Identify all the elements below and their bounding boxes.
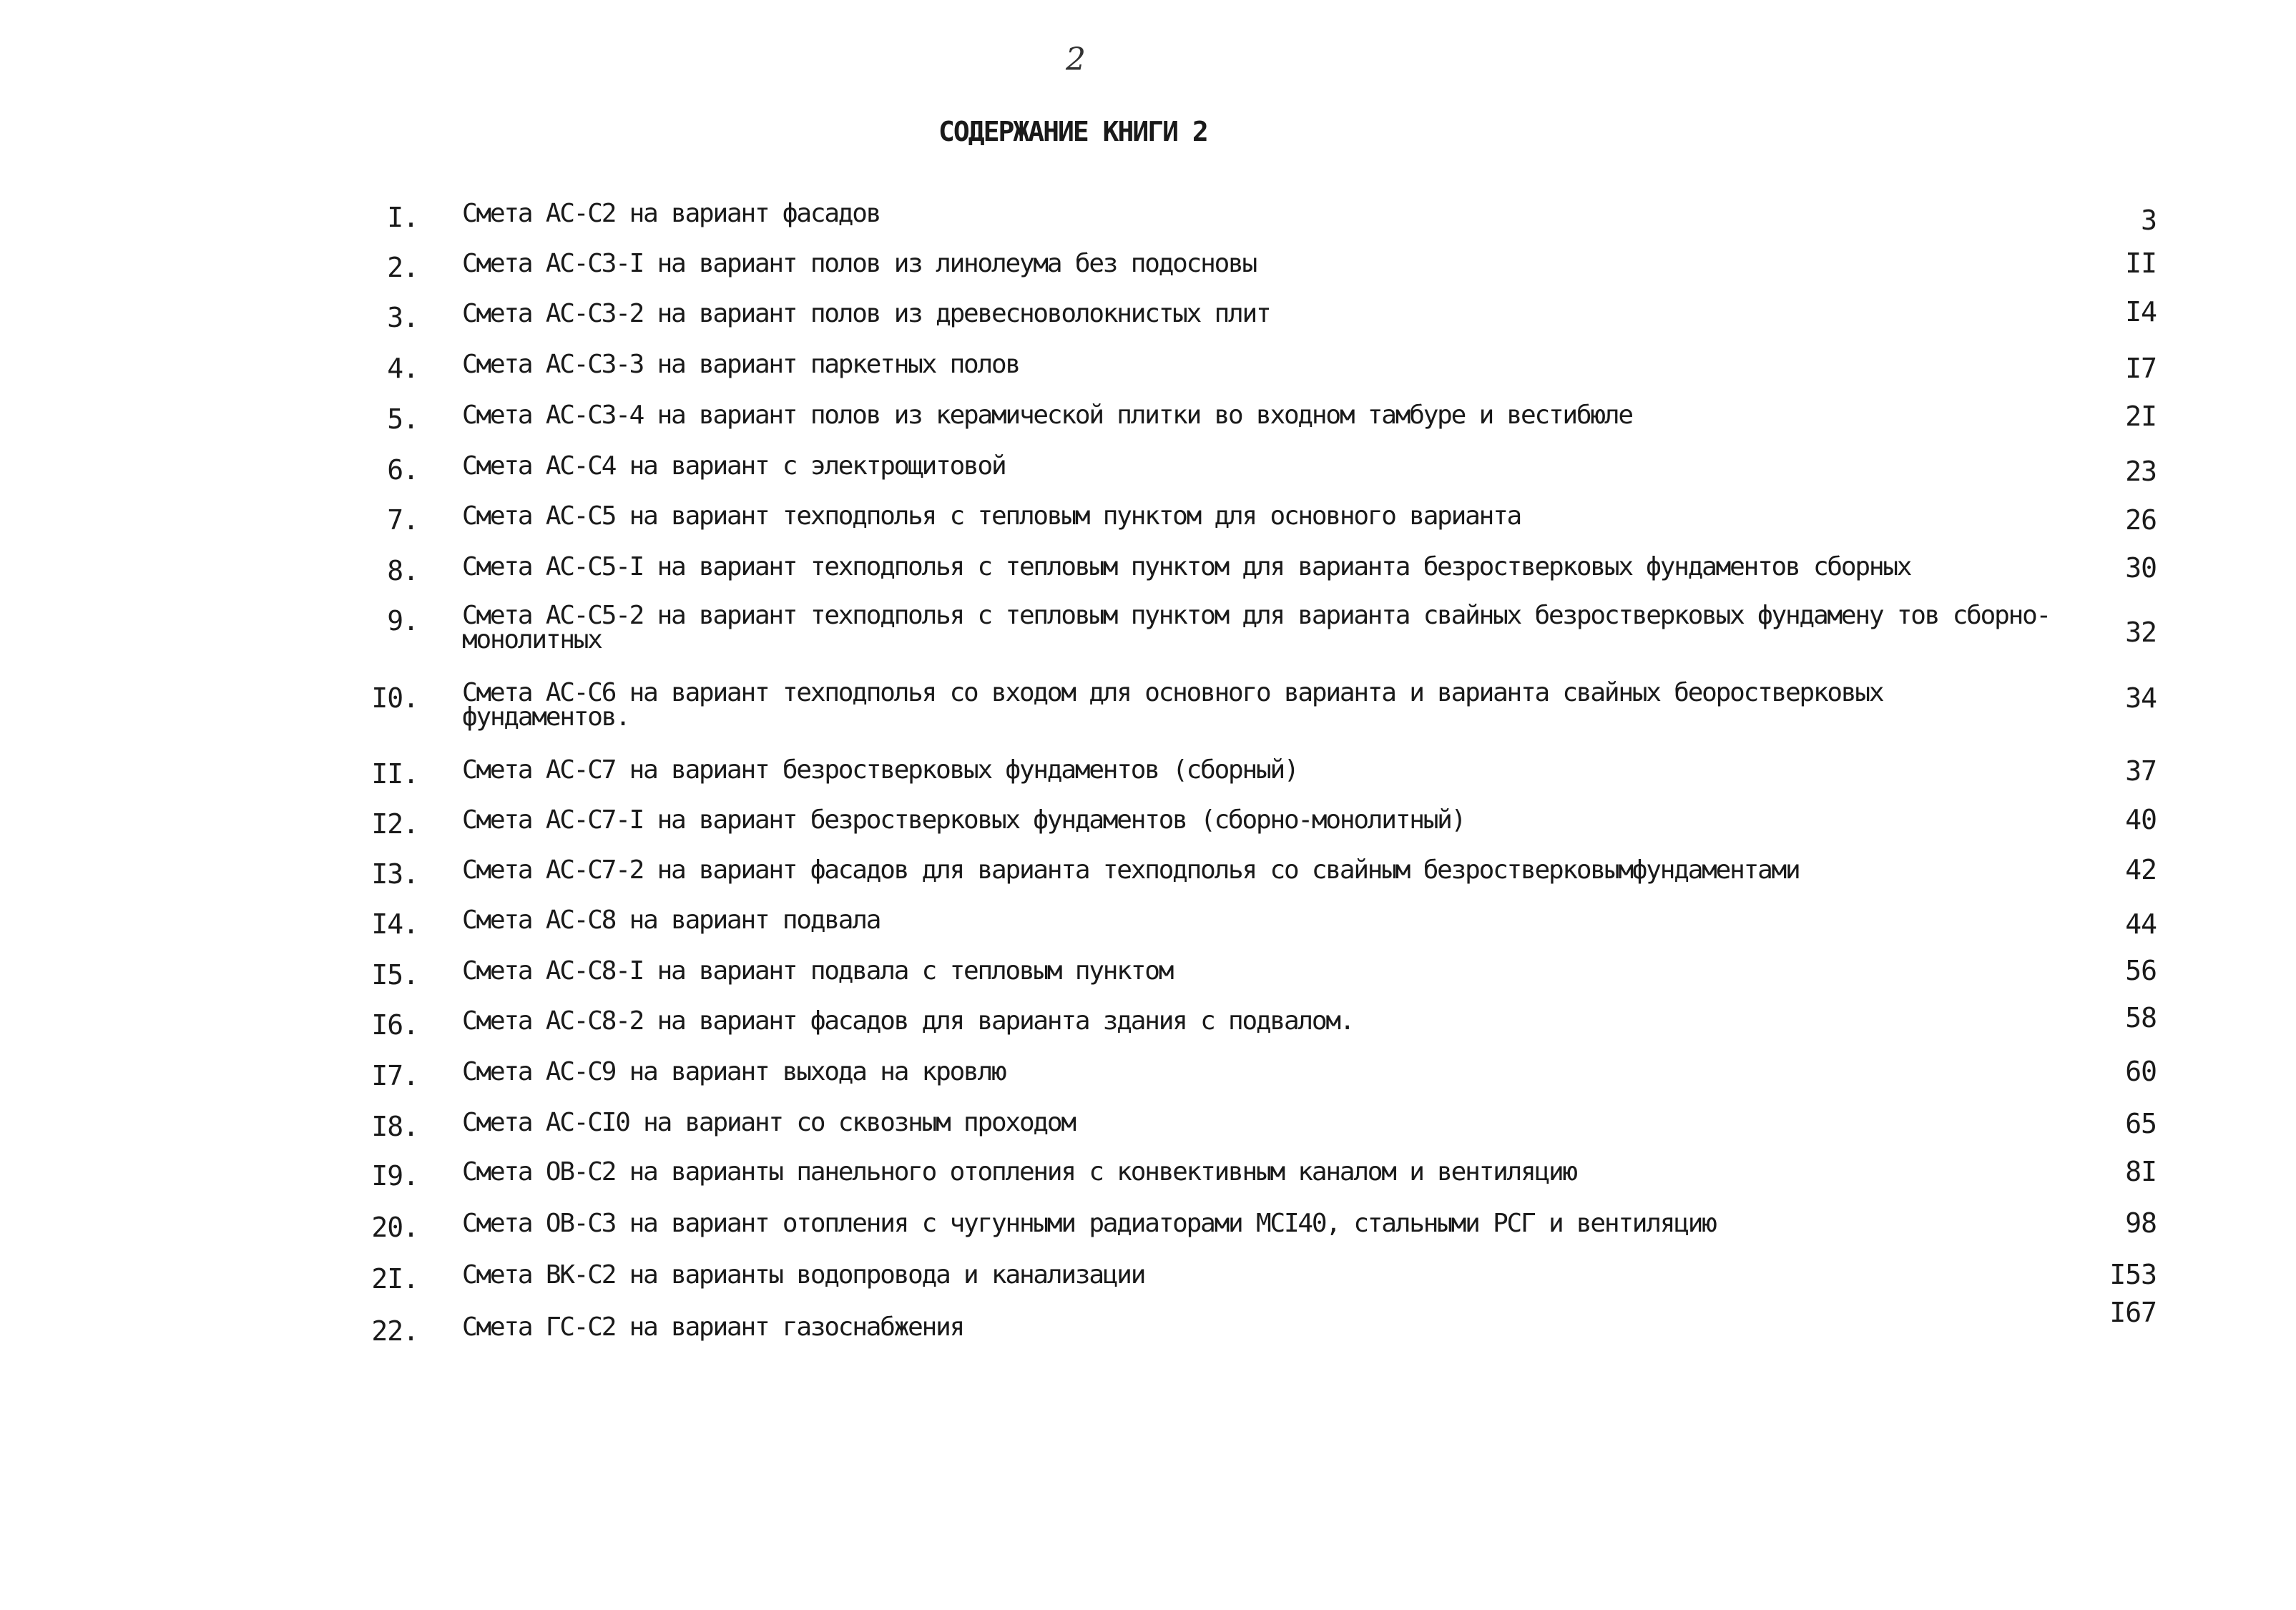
toc-item-page: 56	[2125, 955, 2157, 986]
toc-item-text: Смета АС-С5-I на вариант техподполья с тепловым пунктом для варианта безростверковых фундаментов сборных	[462, 552, 1911, 581]
toc-item-number: I5.	[371, 959, 418, 991]
toc-item-page: I53	[2109, 1259, 2157, 1290]
page-number: 2	[1066, 41, 1086, 78]
toc-item-number: 4.	[387, 353, 418, 384]
toc-item-text: Смета АС-С3-2 на вариант полов из древесноволокнистых плит	[462, 299, 1270, 328]
toc-item-number: I3.	[371, 858, 418, 890]
toc-item-page: 58	[2125, 1002, 2157, 1034]
toc-item-text: Смета АС-С8-I на вариант подвала с тепловым пунктом	[462, 956, 1173, 986]
toc-item-text: Смета АС-С4 на вариант с электрощитовой	[462, 451, 1006, 481]
toc-item-number: 2.	[387, 252, 418, 283]
toc-item-number: I9.	[371, 1160, 418, 1192]
toc-item-text: Смета ОВ-С3 на вариант отопления с чугунными радиаторами МСI40, стальными РСГ и вентиляцию	[462, 1209, 1716, 1238]
toc-item-number: 22.	[371, 1315, 418, 1347]
page-title: СОДЕРЖАНИЕ КНИГИ 2	[938, 116, 1207, 147]
toc-item-page: 23	[2125, 456, 2157, 487]
toc-item-number: 3.	[387, 302, 418, 333]
toc-item-number: 6.	[387, 454, 418, 486]
toc-item-text: Смета АС-С6 на вариант техподполья со входом для основного варианта и варианта свайных беоростверковых фундаментов.	[462, 678, 1883, 732]
toc-item-text: Смета АС-С7-2 на вариант фасадов для варианта техподполья со свайным безростверковымфундаментами	[462, 855, 1800, 885]
toc-item-page: 65	[2125, 1108, 2157, 1139]
toc-item-page: I4	[2125, 296, 2157, 328]
toc-item-page: 42	[2125, 854, 2157, 885]
toc-item-number: I6.	[371, 1009, 418, 1041]
toc-item-number: 2I.	[371, 1263, 418, 1295]
toc-item-page: I67	[2109, 1297, 2157, 1328]
toc-item-number: I8.	[371, 1111, 418, 1142]
toc-item-number: I2.	[371, 808, 418, 840]
toc-item-text: Смета АС-С8 на вариант подвала	[462, 905, 880, 935]
toc-item-number: I0.	[371, 682, 418, 714]
toc-item-page: 8I	[2125, 1156, 2157, 1187]
toc-item-number: 5.	[387, 403, 418, 435]
toc-item-page: 34	[2125, 682, 2157, 714]
toc-item-page: 40	[2125, 804, 2157, 835]
toc-item-text: Смета ГС-С2 на вариант газоснабжения	[462, 1312, 964, 1342]
toc-item-text: Смета АС-С8-2 на вариант фасадов для варианта здания с подвалом.	[462, 1006, 1354, 1036]
toc-item-page: 44	[2125, 908, 2157, 940]
toc-item-number: I7.	[371, 1060, 418, 1091]
toc-item-page: 32	[2125, 617, 2157, 648]
toc-item-text: Смета ВК-С2 на варианты водопровода и канализации	[462, 1260, 1145, 1290]
toc-item-text: Смета АС-С5 на вариант техподполья с тепловым пунктом для основного варианта	[462, 501, 1521, 531]
toc-item-text: Смета АС-СI0 на вариант со сквозным проходом	[462, 1108, 1075, 1137]
toc-item-text: Смета АС-С9 на вариант выхода на кровлю	[462, 1057, 1006, 1086]
toc-item-text: Смета АС-С7 на вариант безростверковых фундаментов (сборный)	[462, 755, 1298, 785]
toc-item-text: Смета АС-С3-4 на вариант полов из керамической плитки во входном тамбуре и вестибюле	[462, 401, 1632, 430]
toc-item-number: 9.	[387, 605, 418, 637]
toc-item-page: 60	[2125, 1056, 2157, 1087]
toc-item-page: II	[2125, 247, 2157, 279]
toc-item-text: Смета АС-С5-2 на вариант техподполья с тепловым пунктом для варианта свайных безростверковых фундамену тов сборно-монолитных	[462, 601, 2051, 654]
toc-item-page: I7	[2125, 353, 2157, 384]
toc-item-number: I.	[387, 202, 418, 233]
toc-item-text: Смета ОВ-С2 на варианты панельного отопления с конвективным каналом и вентиляцию	[462, 1157, 1576, 1187]
toc-item-number: 8.	[387, 555, 418, 586]
toc-item-number: I4.	[371, 908, 418, 940]
toc-item-page: 98	[2125, 1207, 2157, 1239]
toc-item-page: 3	[2141, 205, 2157, 236]
toc-item-text: Смета АС-С3-3 на вариант паркетных полов	[462, 350, 1019, 379]
toc-item-text: Смета АС-С7-I на вариант безростверковых фундаментов (сборно-монолитный)	[462, 805, 1466, 835]
toc-item-page: 37	[2125, 755, 2157, 787]
toc-item-page: 26	[2125, 504, 2157, 536]
toc-item-page: 30	[2125, 552, 2157, 584]
toc-item-page: 2I	[2125, 401, 2157, 432]
toc-item-text: Смета АС-С2 на вариант фасадов	[462, 199, 880, 228]
toc-item-number: II.	[371, 758, 418, 790]
toc-item-number: 20.	[371, 1212, 418, 1243]
toc-item-text: Смета АС-С3-I на вариант полов из линолеума без подосновы	[462, 249, 1257, 278]
toc-item-number: 7.	[387, 504, 418, 536]
